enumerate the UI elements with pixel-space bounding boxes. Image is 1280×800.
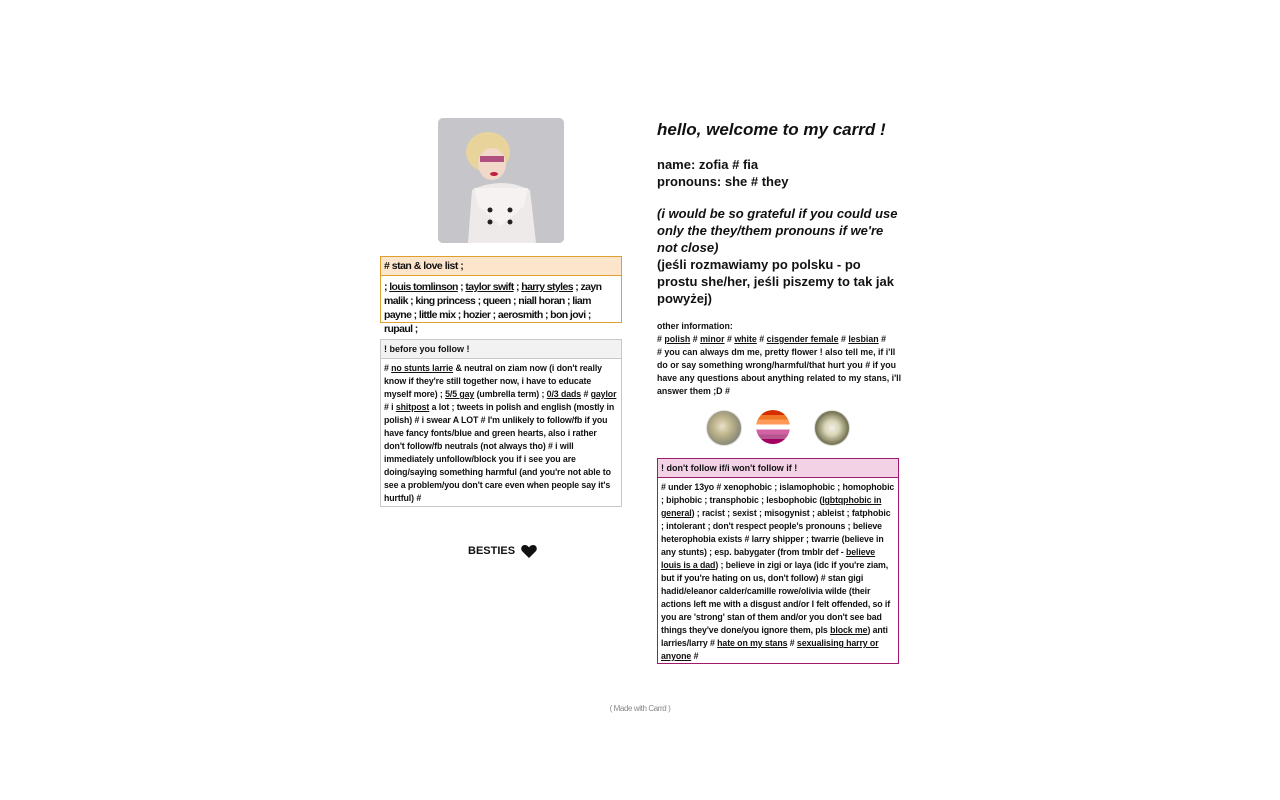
link-white[interactable]: white [734, 334, 757, 344]
link-harry-styles[interactable]: harry styles [521, 281, 573, 293]
name-line: name: zofia # fia [657, 157, 759, 172]
link-lgbtqphobic[interactable]: lgbtqphobic in general [661, 495, 882, 518]
page-title: hello, welcome to my carrd ! [657, 120, 886, 139]
besties-label: BESTIES [468, 545, 516, 557]
stan-list-body: ; louis tomlinson ; taylor swift ; harry styles ; zayn malik ; king princess ; queen ; niall horan ; liam payne ; little mix ; hozier ; aerosmith ; bon jovi ; rupaul ; [384, 281, 602, 335]
link-hate-on-my-stans[interactable]: hate on my stans [717, 638, 788, 648]
link-lesbian[interactable]: lesbian [848, 334, 879, 344]
link-block-me[interactable]: block me [830, 625, 868, 635]
link-minor[interactable]: minor [700, 334, 725, 344]
heart-icon [521, 544, 537, 558]
link-believe-louis-is-a-dad[interactable]: believe louis is a dad [661, 547, 876, 570]
dont-follow-header: ! don't follow if/i won't follow if ! [658, 459, 898, 478]
link-shitpost[interactable]: shitpost [395, 402, 430, 412]
link-polish[interactable]: polish [664, 334, 691, 344]
stan-list-header: # stan & love list ; [381, 257, 621, 276]
link-cisgender-female[interactable]: cisgender female [766, 334, 839, 344]
link-louis-tomlinson[interactable]: louis tomlinson [389, 281, 458, 293]
before-follow-header: ! before you follow ! [381, 340, 621, 359]
before-you-follow-box [380, 339, 622, 507]
intro-info [657, 156, 902, 307]
pronouns-line: pronouns: she # they [657, 174, 789, 189]
other-information [657, 320, 902, 398]
link-0-3-dads[interactable]: 0/3 dads [546, 389, 582, 399]
other-info-label: other information: [657, 321, 733, 331]
link-5-5-gay[interactable]: 5/5 gay [445, 389, 475, 399]
lesbian-flag-icon[interactable] [756, 410, 790, 444]
stan-love-list-box [380, 256, 622, 335]
before-follow-body: # no stunts larrie & neutral on ziam now (i don't really know if they're still together now, i have to educate myself more) ; 5/5 gay (umbrella term) ; 0/3 dads # gaylor # i shitpost a lot ; tweets in polish and english (mostly in polish) # i swear A LOT # I'm unlikely to follow/fb if you have fancy fonts/blue and green hearts, also i rather don't follow/fb neutrals (not always tho) # i will immediately unfollow/block you if i see you are doing/saying something harmful (and you're not able to see a problem/you don't care even when people say it's hurtful) # [384, 363, 617, 503]
pronoun-note: (i would be so grateful if you could use only the they/them pronouns if we're not close) [657, 206, 898, 255]
polish-note: (jeśli rozmawiamy po polsku - po prostu she/her, jeśli piszemy to tak jak powyżej) [657, 257, 894, 306]
link-taylor-swift[interactable]: taylor swift [465, 281, 514, 293]
link-no-stunts-larrie[interactable]: no stunts larrie [391, 363, 454, 373]
dont-follow-box [657, 458, 899, 664]
made-with-carrd-link[interactable]: ( Made with Carrd ) [609, 704, 671, 713]
link-gaylor[interactable]: gaylor [590, 389, 617, 399]
other-info-text: # polish # minor # white # cisgender female # lesbian # # you can always dm me, pretty flower ! also tell me, if i'll do or say something wrong/harmful/that hurt you # if you have any questions about anything related to my stans, i'll answer them ;D # [657, 334, 902, 396]
daisy-flower-image[interactable] [814, 410, 850, 446]
icon-circles [706, 410, 856, 446]
avatar-illustration [438, 118, 564, 243]
link-sexualising-harry[interactable]: sexualising harry or anyone [661, 638, 879, 661]
bee-flower-image[interactable] [706, 410, 742, 446]
besties-button[interactable] [468, 543, 537, 559]
profile-avatar [438, 118, 564, 243]
dont-follow-body: # under 13yo # xenophobic ; islamophobic ; homophobic ; biphobic ; transphobic ; lesbophobic (lgbtqphobic in general) ; racist ; sexist ; misogynist ; ableist ; fatphobic ; intolerant ; don't respect people's pronouns ; believe heterophobia exists # larry shipper ; twarrie (believe in any stunts) ; esp. babygater (from tmblr def - believe louis is a dad) ; believe in zigi or laya (idc if you're ziam, but if you're hating on us, don't follow) # stan gigi hadid/eleanor calder/camille rowe/olivia wilde (their actions left me with a disgust and/or I felt offended, so if you are 'strong' stan of them and/or you don't see bad things they've done/you ignore them, pls block me) anti larries/larry # hate on my stans # sexualising harry or anyone # [661, 482, 895, 661]
